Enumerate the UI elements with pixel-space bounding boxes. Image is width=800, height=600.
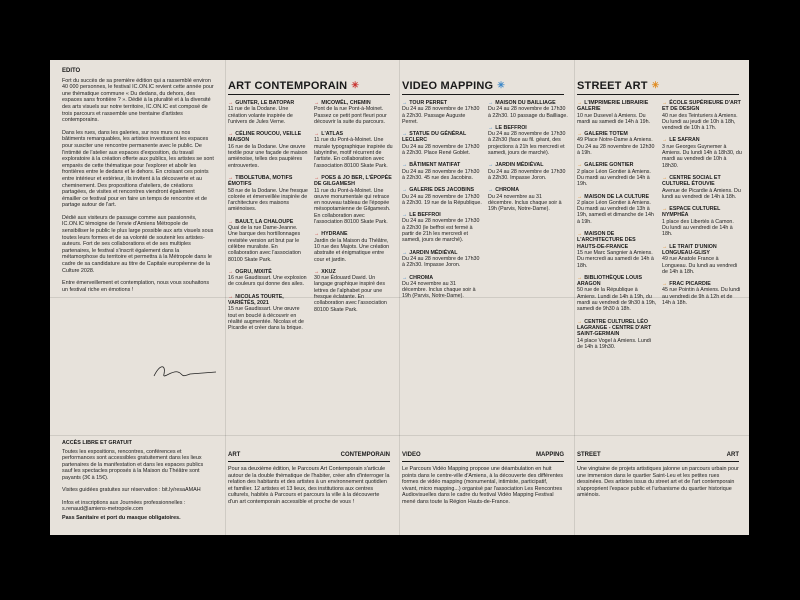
venue-entry <box>488 125 568 156</box>
arrow-icon: → <box>662 137 668 144</box>
venue-name <box>662 100 742 113</box>
venue-details: Du 24 au 28 novembre de 17h30 à 22h30. 19 rue de la République. <box>402 193 482 206</box>
venue-details: 16 rue de la Dodane. Une œuvre textile pour une façade de maison amiénoise, telles des paupières entrouvertes. <box>228 143 308 169</box>
venue-details: Du 24 au 28 novembre de 17h30 à 22h30. Place René Goblet. <box>402 143 480 157</box>
venue-details: Du 24 au 28 novembre de 17h30 à 22h30. 45 rue des Jacobins. <box>402 168 480 181</box>
venue-name-text: ÉCOLE SUPÉRIEURE D'ART ET DE DESIGN <box>662 100 741 113</box>
lower-title-right: CONTEMPORAIN <box>340 452 390 458</box>
venue-name-text: BIBLIOTHÈQUE LOUIS ARAGON <box>577 274 642 288</box>
edito-paragraph: Entre émerveillement et contemplation, nous vous souhaitons un festival riche en émotions ! <box>62 280 210 293</box>
street-list-right <box>662 100 742 312</box>
venue-entry <box>577 162 657 187</box>
edito-column <box>62 68 214 299</box>
venue-details: 1 place des Libertés à Camon. Du lundi au vendredi de 14h à 18h. <box>662 218 734 238</box>
venue-entry <box>228 175 308 213</box>
venue-name-text: LE BEFFROI <box>495 124 527 131</box>
venue-entry <box>662 244 742 275</box>
venue-details: Quai de la rue Dame-Jeanne. Une barque des hortillonnages revisitée version art brut par le célèbre muraliste. En collaboration avec l'association 80100 Skate Park. <box>228 225 301 263</box>
street-list-left <box>577 100 657 356</box>
arrow-icon: → <box>402 274 408 281</box>
venue-name <box>577 275 657 288</box>
venue-entry <box>402 250 482 269</box>
venue-entry <box>577 319 657 350</box>
free-access-block <box>62 440 212 521</box>
venue-details: 50 rue de la République à Amiens. Lundi de 14h à 19h, du mardi au vendredi de 9h30 à 19h, samedi de 9h30 à 18h. <box>577 287 657 313</box>
venue-name-text: JARDIN MÉDIÉVAL <box>409 249 458 256</box>
venue-name <box>577 231 657 250</box>
venue-entry <box>228 269 308 288</box>
venue-entry <box>314 131 394 169</box>
arrow-icon: → <box>577 162 583 169</box>
venue-details: 3 rue Georges Guynemer à Amiens. Du lundi 14h à 18h30, du mardi au vendredi de 10h à 18h30. <box>662 143 742 169</box>
venue-name <box>228 131 308 144</box>
arrow-icon: → <box>402 187 408 194</box>
venue-name-text: JARDIN MÉDIÉVAL <box>495 162 544 169</box>
fold-line <box>50 435 749 436</box>
arrow-icon: → <box>314 231 320 238</box>
star-icon: ✳ <box>497 80 505 90</box>
lower-title-right: MAPPING <box>535 452 564 458</box>
venue-name-text: NICOLAS TOURTE, VARIÉTÉS, 2021 <box>228 293 284 307</box>
venue-details: 58 rue de la Dodane. Une fresque colorée et émerveillée inspirée de l'architecture des maisons amiénoises. <box>228 187 308 213</box>
arrow-icon: → <box>577 231 583 238</box>
venue-name <box>577 100 657 113</box>
venue-name <box>228 175 308 188</box>
arrow-icon: → <box>488 162 494 169</box>
venue-name-text: BÂTIMENT MATIFAT <box>409 162 461 169</box>
venue-entry <box>662 100 742 131</box>
venue-details: Du 24 novembre au 31 décembre. Inclus chaque soir à 19h (Parvis, Notre-Dame). <box>402 280 476 300</box>
arrow-icon: → <box>228 100 234 106</box>
free-access-text: Toutes les expositions, rencontres, conférences et performances sont accessibles gratuitement dans les lieux partenaires de la manifestation et dans les espaces publics sauf les spectacles proposés à la Maison du Théâtre sont payants (3€ à 15€). <box>62 448 204 481</box>
venue-entry <box>314 231 394 262</box>
arrow-icon: → <box>577 131 583 138</box>
section-title: ART CONTEMPORAIN <box>228 80 348 92</box>
venue-entry <box>228 131 308 169</box>
venue-name-text: GUNTER, LE BATOPAR <box>235 100 295 106</box>
venue-entry <box>402 131 482 156</box>
venue-name-text: HYDRANE <box>321 231 348 238</box>
star-icon: ✳ <box>351 80 360 90</box>
arrow-icon: → <box>662 281 668 288</box>
venue-name-text: MICOWËL, CHEMIN <box>321 100 371 106</box>
art-lower-header <box>228 452 390 462</box>
edito-paragraph: Dédié aux visiteurs de passage comme aux passionnés, IC.ON.IC témoigne de l'envie d'Amiens Métropole de sensibiliser le public le plus large possible aux arts visuels sous toutes leurs formes et de sa volonté de soutenir les artistes-auteurs. Fort de ses collaborations et de ses multiples partenaires, le festival s'inscrit également dans la métamorphose du territoire et permettra à la Métropole dans le cadre de sa candidature au titre de Capitale européenne de la Culture 2028. <box>62 214 214 274</box>
venue-details: 2 place Léon Gontier à Amiens. Du mardi au vendredi de 14h à 19h. <box>577 168 651 188</box>
pass-notice: Pass Sanitaire et port du masque obligatoires. <box>62 514 181 521</box>
art-lower-text: Pour sa deuxième édition, le Parcours Art Contemporain s'articule autour de la double thématique de l'habiter, créer afin d'interroger la relation des habitants et des artistes à un environnement quotidien et familier. 12 artistes et 13 lieux, des institutions aux centres culturels, habités à Parcours et parcours la ville à la découverte d'un art contemporain accessible et proche de vous ! <box>228 466 390 505</box>
star-icon: ✳ <box>651 80 660 90</box>
venue-entry <box>577 275 657 313</box>
venue-entry <box>488 187 568 212</box>
venue-details: 11 rue du Pont-à-Moinet. Une œuvre monumentale qui retrace en nouveau tableau de l'épopée mésopotamienne de Gilgamesh. En collaboration avec l'association 80100 Skate Park. <box>314 187 391 226</box>
arrow-icon: → <box>402 249 408 256</box>
arrow-icon: → <box>577 274 583 281</box>
venue-entry <box>314 100 394 125</box>
venue-entry <box>577 131 657 156</box>
art-list-right <box>314 100 394 319</box>
video-mapping-header <box>402 80 564 95</box>
venue-entry <box>402 212 482 243</box>
arrow-icon: → <box>577 100 583 106</box>
venue-entry <box>577 231 657 269</box>
venue-entry <box>662 206 742 237</box>
venue-name-text: STATUE DU GÉNÉRAL LECLERC <box>402 131 467 144</box>
venue-entry <box>228 100 308 125</box>
venue-name-text: GALERIE DES JACOBINS <box>409 187 475 194</box>
video-list-left <box>402 100 482 306</box>
venue-details: 30 rue Édouard David. Un langage graphique inspiré des lettres de l'alphabet pour une fresque éclatante. En collaboration avec l'association 80100 Skate Park. <box>314 275 387 313</box>
arrow-icon: → <box>314 174 320 181</box>
video-lower-header <box>402 452 564 462</box>
arrow-icon: → <box>314 131 320 138</box>
arrow-icon: → <box>402 131 408 138</box>
venue-name-text: OGRU, MIXITÉ <box>235 268 272 275</box>
venue-name <box>228 294 308 307</box>
venue-name-text: CÉLINE ROUCOU, VEILLE MAISON <box>228 131 302 144</box>
venue-entry <box>577 194 657 225</box>
lower-title: ART <box>228 452 241 458</box>
arrow-icon: → <box>577 318 583 325</box>
venue-details: 10 rue Dusevel à Amiens. Du mardi au samedi de 14h à 19h. <box>577 112 651 125</box>
street-art-header <box>577 80 739 95</box>
venue-entry <box>402 187 482 206</box>
venue-name-text: LE TRAIT D'UNION LONGUEAU-GLISY <box>662 243 717 256</box>
venue-entry <box>314 175 394 225</box>
venue-details: Du 24 novembre au 31 décembre. Inclus chaque soir à 19h (Parvis, Notre-Dame). <box>488 193 562 213</box>
art-contemporain-header <box>228 80 390 95</box>
venue-details: 11 rue du Pont-à-Moinet. Une murale typographique inspirée du labyrinthe, motif récurrent de l'artiste. En collaboration avec l'association 80100 Skate Park. <box>314 137 393 169</box>
arrow-icon: → <box>228 218 234 225</box>
edito-paragraph: Dans les rues, dans les galeries, sur nos murs ou nos bâtiments remarquables, les artistes investissent les espaces pour susciter une rencontre permanente avec le public. De l'intimité de l'atelier aux espaces d'exposition, du travail exploratoire à la création offerte aux publics, les artistes se sont emparés de cette thématique pour l'explorer et abolir les frontières entre le dedans et le dehors. En croisant ces points entre intérieur et extérieur, ils invitent à la découverte et au cheminement. Des propositions d'ateliers, de créations partagées, de visites et rencontres viendront également émailler ce festival pour en faire un temps de rencontre et de partage autour de l'art. <box>62 129 214 209</box>
venue-name-text: L'ATLAS <box>321 131 344 138</box>
venue-name <box>662 175 742 188</box>
venue-entry <box>577 100 657 125</box>
venue-name-text: CENTRE SOCIAL ET CULTUREL ÉTOUVIE <box>662 174 721 188</box>
venue-name <box>314 175 394 188</box>
pro-info: Infos et inscriptions aux Journées professionnelles : s.renaud@amiens-metropole.com <box>62 499 186 512</box>
venue-name-text: CHROMA <box>495 187 520 194</box>
venue-name <box>662 206 742 219</box>
venue-details: 16 rue Gaudissart. Une explosion de couleurs qui donne des ailes. <box>228 275 307 288</box>
venue-name-text: LE SAFRAN <box>669 137 700 144</box>
arrow-icon: → <box>662 206 668 213</box>
venue-name-text: GALERIE GONTIER <box>584 162 634 169</box>
venue-entry <box>228 219 308 263</box>
venue-entry <box>402 100 482 125</box>
venue-name <box>577 319 657 338</box>
venue-details: 45 rue Pointin à Amiens. Du lundi au vendredi de 9h à 12h et de 14h à 18h. <box>662 287 741 307</box>
venue-entry <box>488 162 568 181</box>
venue-details: Du 24 au 28 novembre de 17h30 à 22h30. Passage Auguste Perret. <box>402 106 480 125</box>
venue-name-text: LE BEFFROI <box>409 212 441 219</box>
venue-name-text: TIBOLETUBA, MOTIFS ÉMOTIFS <box>228 174 293 188</box>
arrow-icon: → <box>577 193 583 200</box>
venue-details: Du 24 au 28 novembre de 17h30 à 22h30. 10 passage du Bailliage. <box>488 106 568 119</box>
arrow-icon: → <box>314 268 320 275</box>
venue-details: Du 24 au 28 novembre de 17h30 à 22h30 (le beffroi est fermé à partir de 21h les mercredi et samedi, jours de marché). <box>402 218 480 244</box>
arrow-icon: → <box>488 100 494 106</box>
lower-title: VIDEO <box>402 452 421 458</box>
arrow-icon: → <box>228 131 234 138</box>
venue-name <box>662 244 742 257</box>
venue-entry <box>662 281 742 306</box>
venue-name-text: GALERIE TOTEM <box>584 131 628 138</box>
venue-name-text: TOUR PERRET <box>409 100 448 106</box>
venue-details: 40 rue des Teinturiers à Amiens. Du lundi au jeudi de 10h à 18h, vendredi de 10h à 17h. <box>662 112 738 132</box>
venue-details: 2 place Léon Gontier à Amiens. Du mardi au vendredi de 13h à 19h, samedi et dimanche de 14h à 19h. <box>577 199 654 225</box>
venue-details: 15 rue Gaudissart. Une œuvre tout en bouclé à découvrir en réalité augmentée. Nicolas et de Picardie et créer dans la brique. <box>228 306 304 332</box>
venue-name-text: MAISON DU BAILLIAGE <box>495 100 556 106</box>
lower-title: STREET <box>577 452 601 458</box>
venue-details: 11 rue de la Dodane. Une création volante inspirée de l'univers de Jules Verne. <box>228 106 293 125</box>
venue-name-text: L'IMPRIMERIE LIBRAIRIE GALERIE <box>577 100 649 113</box>
festival-poster <box>50 60 749 535</box>
arrow-icon: → <box>228 268 234 275</box>
arrow-icon: → <box>488 187 494 194</box>
venue-details: Pont de la rue Pont-à-Moinet. Passez ce petit pont fleuri pour découvrir la suite du parcours. <box>314 106 387 125</box>
guided-tours: Visites guidées gratuites sur réservation : bit.ly/resaAMAH <box>62 487 201 493</box>
venue-name-text: CENTRE CULTUREL LÉO LAGRANGE - CENTRE D'ART SAINT-GERMAIN <box>577 318 652 338</box>
venue-name-text: MAISON DE L'ARCHITECTURE DES HAUTS-DE-FRANCE <box>577 231 636 250</box>
venue-name-text: XKUZ <box>321 268 336 275</box>
free-access-title: ACCÈS LIBRE ET GRATUIT <box>62 440 132 446</box>
video-list-right <box>488 100 568 218</box>
venue-entry <box>488 100 568 119</box>
venue-details: 14 place Vogel à Amiens. Lundi de 14h à 19h30. <box>577 337 651 350</box>
edito-paragraph: Fort du succès de sa première édition qui a rassemblé environ 40 000 personnes, le festival IC.ON.IC revient cette année pour une thématique commune « Du dedans, du dehors, des espaces sans frontière ? ». Dédié à la pluralité et à la diversité des arts visuels sur notre territoire, IC.ON.IC est composé de trois parcours et rassemble une trentaine d'artistes contemporains. <box>62 77 214 124</box>
venue-details: Du 24 au 28 novembre de 17h30 à 22h30 (face au fil. géant, des projections à 21h les mercredi et samedi, jours de marché). <box>488 131 566 157</box>
street-lower-text: Une vingtaine de projets artistiques jalonne un parcours urbain pour une immersion dans le quartier Saint-Leu et les petites rues dessinées. Des artistes issus du street art et de l'art contemporain s'approprient l'espace public et l'urbanisme du quartier historique amiénois. <box>577 466 739 498</box>
venue-entry <box>402 162 482 181</box>
venue-details: Du 24 au 28 novembre de 17h30 à 22h30. Impasse Joron. <box>402 255 480 269</box>
venue-details: Jardin de la Maison du Théâtre, 10 rue des Majots. Une création abstraite et énigmatique entre cour et jardin. <box>314 237 390 263</box>
video-lower-text: Le Parcours Vidéo Mapping propose une déambulation en huit points dans le centre-ville d'Amiens, à la découverte des différentes formes de vidéo mapping (monumental, intimiste, participatif, vivant, micro mapping...) organisé par l'association Les Rencontres Audiovisuelles dans le cadre du festival Vidéo Mapping Festival mené dans toute la Région Hauts-de-France. <box>402 466 563 505</box>
arrow-icon: → <box>402 162 408 169</box>
arrow-icon: → <box>662 100 668 106</box>
venue-name-text: MAISON DE LA CULTURE <box>584 193 650 200</box>
arrow-icon: → <box>662 243 668 250</box>
edito-title: EDITO <box>62 68 81 74</box>
venue-name-text: CHROMA <box>409 274 434 281</box>
venue-details: 49 Place Notre-Dame à Amiens. Du 24 au 28 novembre de 12h30 à 19h. <box>577 137 655 157</box>
arrow-icon: → <box>228 174 234 181</box>
venue-details: 15 rue Marc Sangnier à Amiens. Du mercredi au samedi de 14h à 18h. <box>577 249 654 269</box>
arrow-icon: → <box>228 293 234 300</box>
arrow-icon: → <box>488 124 494 131</box>
arrow-icon: → <box>314 100 320 106</box>
venue-details: Avenue de Picardie à Amiens. Du lundi au vendredi de 14h à 18h. <box>662 187 741 200</box>
venue-entry <box>228 294 308 332</box>
venue-name-text: ESPACE CULTUREL NYMPHÉA <box>662 206 721 219</box>
street-lower-header <box>577 452 739 462</box>
signature-icon <box>150 360 220 384</box>
venue-name-text: POES & JO BER, L'ÉPOPÉE DE GILGAMESH <box>314 174 392 188</box>
arrow-icon: → <box>402 100 408 106</box>
venue-entry <box>402 275 482 300</box>
venue-entry <box>662 137 742 168</box>
arrow-icon: → <box>662 174 668 181</box>
lower-title-right: ART <box>726 452 739 458</box>
art-list-left <box>228 100 308 338</box>
venue-name <box>402 131 482 144</box>
venue-name-text: FRAC PICARDIE <box>669 281 711 288</box>
venue-details: Du 24 au 28 novembre de 17h30 à 22h30. Impasse Joron. <box>488 168 566 181</box>
section-title: VIDEO MAPPING <box>402 80 494 92</box>
venue-entry <box>662 175 742 200</box>
venue-entry <box>314 269 394 313</box>
venue-name-text: BAULT, LA CHALOUPE <box>235 218 294 225</box>
arrow-icon: → <box>402 212 408 219</box>
venue-details: 49 rue Anatole France à Longueau. Du lundi au vendredi de 14h à 18h. <box>662 256 738 275</box>
section-title: STREET ART <box>577 80 648 92</box>
